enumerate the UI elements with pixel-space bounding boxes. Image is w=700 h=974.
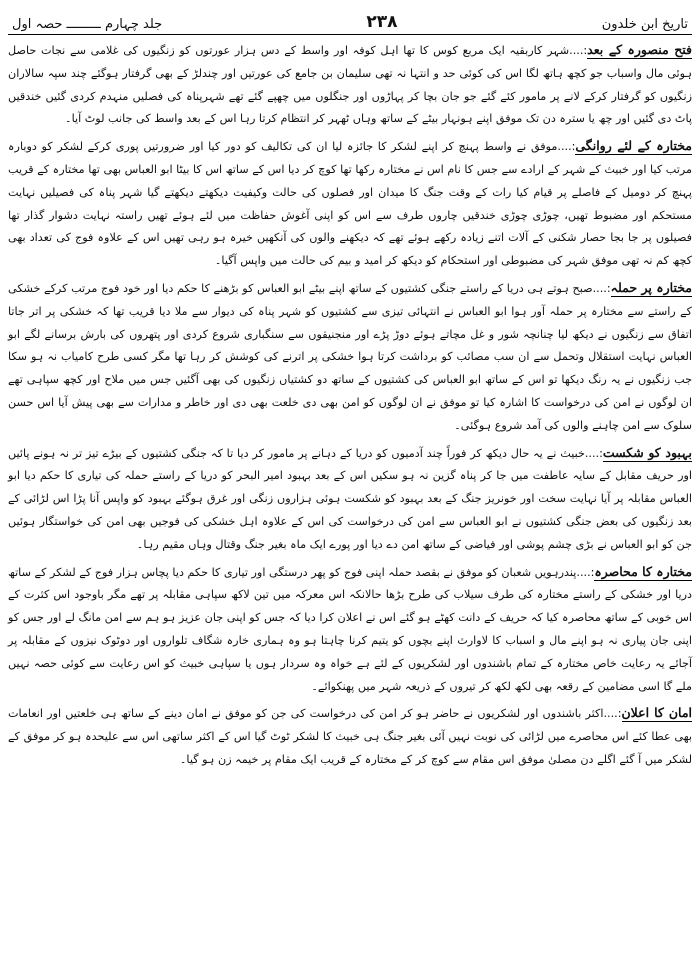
section-muhasira (8, 561, 692, 699)
page-number: ۲۳۸ (366, 12, 398, 32)
section-text: :....موفق نے واسط پہنچ کر اپنے لشکر کا جائزہ لیا ان کی تکالیف کو دور کیا اور ضرورتیں پوری کرکے لشکر کو دوبارہ مرتب کیا اور خبیث کے شہر کے ارادے سے جس کا نام اس نے مختارہ رکھا تھا کوچ کر دیا اس کے ساتھ اس کا بیٹا ابو العباس بھی تھا مختارہ کے قریب پہنچ کر دومیل کے فاصلے پر قیام کیا رات کے وقت جنگ کا میدان اور فصلوں کی حالت وکیفیت دیکھتے دیکھتے گیا شہر پناہ کی فصیلیں نہایت مستحکم اور مضبوط تھیں، چوڑی چوڑی خندقیں چاروں طرف سے اس کو اپنی آغوش حفاظت میں لئے ہوئے تھیں راستہ نہایت دشوار گذار تھا فصیلوں پر جا بجا حصار شکنی کے آلات اتنے زیادہ رکھے ہوئے تھے کہ دیکھنے والوں کی آنکھیں خیرہ ہو رہی تھیں اس کے علاوہ فوج کی تعداد بھی کچھ کم نہ تھی موفق شہر کی مضبوطی اور استحکام کو دیکھ کر امید و بیم کی حالت میں واپس آگیا۔ (8, 140, 692, 268)
section-heading: بہبود کو شکست (602, 444, 692, 460)
paragraph (8, 442, 692, 557)
paragraph (8, 561, 692, 699)
book-title: تاریخ ابن خلدون (601, 17, 688, 32)
section-heading: مختارہ پر حملہ (610, 279, 692, 295)
section-elaan (8, 702, 692, 771)
section-fath-mansoora (8, 39, 692, 131)
section-text: :....شہر کاربقیہ ایک مربع کوس کا تھا اہل کوفہ اور واسط کے دس ہزار عورتوں کو زنگیوں کی غلامی سے نجات حاصل ہوئی مال واسباب جو کچھ ہاتھ لگا اس کی کوئی حد و انتہا نہ تھی سلیمان بن جامع کی عورتیں اور چندلڑ کے بھی گرفتار ہوگئے چند سپہ سالاران زنگیوں کو گرفتار کرکے لانے پر مامور کئے گئے جو جان بچا کر پہاڑوں اور جنگلوں میں چھپے گئے تھے شہرپناہ کی فصلیں منہدم کردی گئیں خندقیں پاٹ دی گئیں اور چھ یا سترہ دن تک موفق اپنے ہونہار بیٹے کے ساتھ وہاں ٹھہر کر انتظام کرتا رہا اس کے بعد واسط کی جانب لوٹ آیا۔ (8, 44, 692, 126)
paragraph (8, 702, 692, 771)
volume-label: جلد چہارم ـــــــــ حصہ اول (12, 17, 163, 32)
page-body (8, 39, 692, 772)
section-heading: مختارہ کے لئے روانگی (575, 138, 692, 154)
section-text: :....پندرہویں شعبان کو موفق نے بقصد حملہ اپنی فوج کو پھر درستگی اور تیاری کا حکم دیا پچاس ہزار فوج کے لشکر کے ساتھ دریا اور خشکی کے راستے مختارہ کی طرف سیلاب کی طرح بڑھا حالانکہ اس معرکہ میں تین لاکھ سپاہی مقابلہ پر تھے مگر باوجود اس کثرت کے اس خوبی کے ساتھ محاصرہ کیا کہ حریف کے دانت کھٹے ہو گئے اس نے اعلان کرا دیا کہ جس کو اپنی جان عزیز ہو ہم سے امن مانگ لے اور جس کو اپنی جان پیاری نہ ہو اپنے مال و اسباب کا لاوارث اپنے بچوں کو یتیم کرنا چاہتا ہو وہ ہماری خارہ شگاف تلواروں اور دوٹوک نیزوں کے مقابلہ پر آجائے یہ رعایت خاص مختارہ کے تمام باشندوں اور لشکریوں کے لئے ہے خواہ وہ سردار ہوں یا سپاہی خبیث کو اس رعایت سے کوئی حصہ نہیں ملے گا اسی مضامین کے رقعہ بھی لکھ لکھ کر تیروں کے ذریعہ شہر میں پھنکوائے۔ (8, 565, 692, 693)
section-shikast (8, 442, 692, 557)
section-heading: امان کا اعلان (621, 705, 692, 721)
section-text: :....صبح ہوتے ہی دریا کے راستے جنگی کشتیوں کے ساتھ اپنے بیٹے ابو العباس کو بڑھنے کا حکم دیا اور خود فوج مرتب کرکے خشکی کے راستے سے مختارہ پر حملہ آور ہوا ابو العباس نے انتہائی تیزی سے کشتیوں کو شہر پناہ کی دیوار سے ملا دیا قریب تھا کہ خشکی پر اتر جاتا اتفاق سے زنگیوں نے دیکھ لیا چنانچہ شور و غل مچاتے ہوئے دوڑ پڑے اور منجنیقوں سے سنگباری شروع کردی اور پتھروں کی بارش برسانے لگے ابو العباس نہایت استقلال وتحمل سے ان سب مصائب کو برداشت کرتا ہوا خشکی پر اترنے کی کوشش کر رہا تھا مگر کسی طرح کامیاب نہ ہو سکا جب زنگیوں نے یہ رنگ دیکھا تو اس کے ساتھ ابو العباس کی کشتیوں کے ساتھ دو کشتیاں زنگیوں کی بھی آگئیں جس میں ملاح اور کچھ سپاہی تھے ان لوگوں نے امن کی درخواست کا اشارہ کیا تو موفق نے ان لوگوں کو امن بھی دی خلعت بھی دی اور خاطر و مدارات سے بھی پیش آیا اس حسن سلوک سے امن چاہنے والوں کی آمد شروع ہوگئی۔ (8, 281, 692, 432)
paragraph (8, 135, 692, 273)
paragraph (8, 277, 692, 438)
section-text: :....خبیث نے یہ حال دیکھ کر فوراً چند آدمیوں کو دریا کے دہانے پر مامور کر دیا تا کہ جنگی کشتیوں کے بیڑے تیز تر نہ ہونے پائیں اور حریف مقابل کے سایہ عاطفت میں جا کر پناہ گزین نہ ہو سکیں اس کے بعد بہبود امیر البحر کو دریا کے راستے حملہ کی تیاری کا حکم دیا ابو العباس مقابلہ پر آیا نہایت سخت اور خونریز جنگ کے بعد بہبود کو شکست ہوئی ہزاروں زنگی اور غرق ہوگئے بہبود کو واپس آنا پڑا اس لڑائی کے بعد زنگیوں کی بعض جنگی کشتیوں نے ابو العباس سے امن کی درخواست کی اس کے علاوہ اہل خشکی کی فوجیں بھی امن کی خواستگار ہوئیں جن کو ابو العباس نے بڑی چشم پوشی اور فیاضی کے ساتھ امن دے دیا اور پورے ایک ماہ بغیر جنگ وقتال وہاں مقیم رہا۔ (8, 446, 692, 551)
section-text: :....اکثر باشندوں اور لشکریوں نے حاضر ہو کر امن کی درخواست کی جن کو موفق نے امان دینے کے ساتھ ہی خلعتیں اور انعامات بھی عطا کئے اس محاصرے میں لڑائی کی نوبت نہیں آئی بغیر جنگ ہی خبیث کا لشکر ٹوٹ گیا اس کے اکثر ساتھی اس سے علیحدہ ہو کر موفق کے لشکر میں آ گئے اگلے دن مصلیٰ موفق اس مقام سے کوچ کر کے مختارہ کے قریب ایک مقام پر خیمہ زن ہو گیا۔ (8, 707, 692, 766)
section-heading: مختارہ کا محاصرہ (594, 563, 693, 579)
section-heading: فتح منصورہ کے بعد (587, 42, 693, 57)
page-header (8, 6, 692, 35)
section-hamla (8, 277, 692, 438)
paragraph (8, 39, 692, 131)
section-rawangi (8, 135, 692, 273)
